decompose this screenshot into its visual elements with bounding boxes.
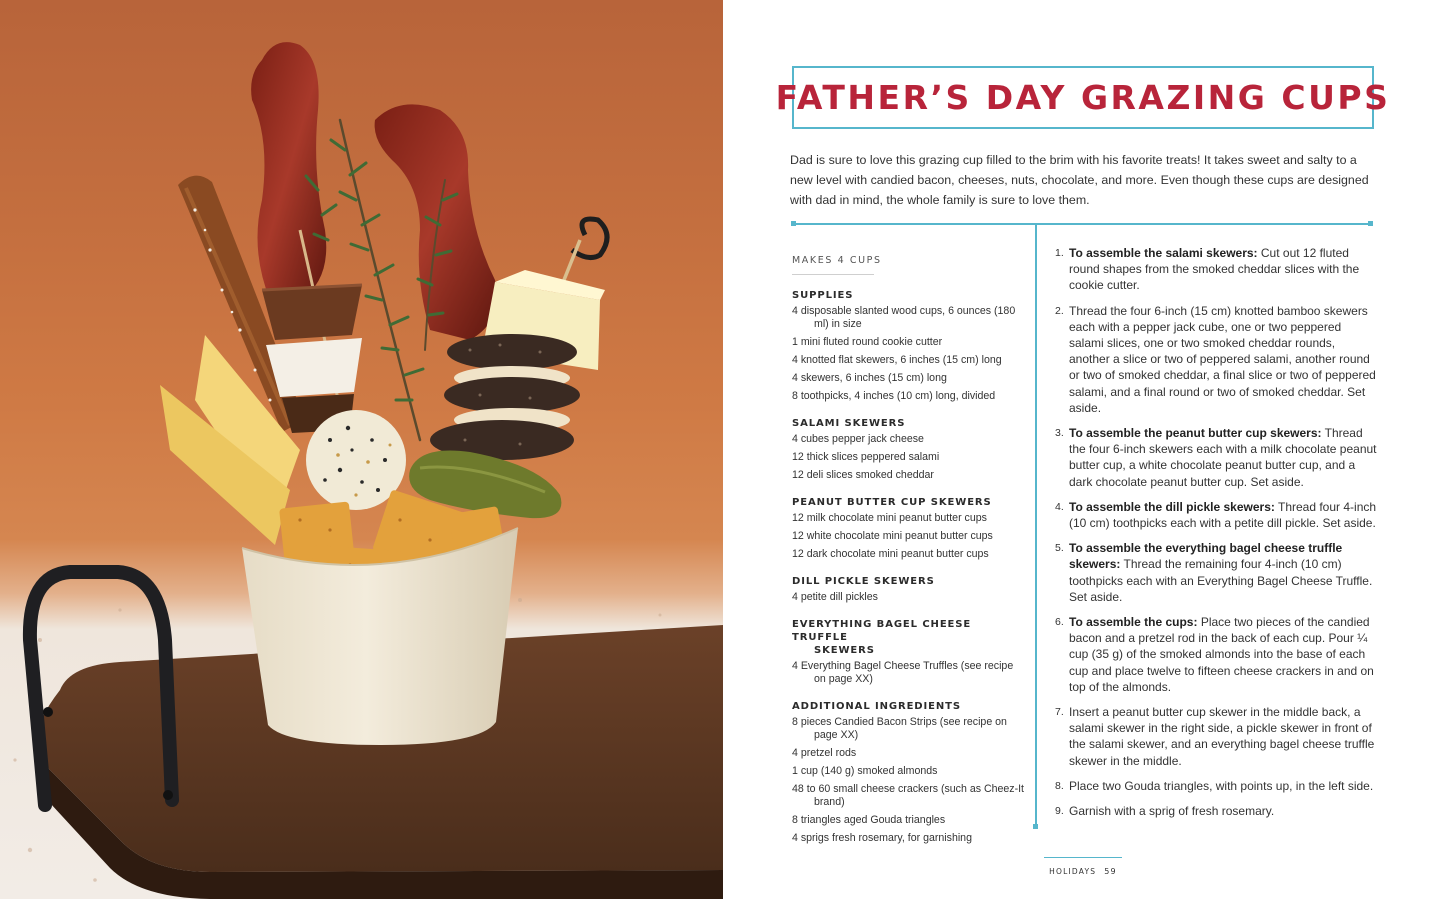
ingredient-group-dill-pickle-skewers — [792, 575, 1024, 604]
ingredient-group-supplies — [792, 289, 1024, 403]
ingredient-item: 12 thick slices peppered salami — [792, 451, 940, 463]
ingredient-group-salami-skewers — [792, 417, 1024, 482]
step-number: 5. — [1055, 542, 1064, 555]
instruction-step — [1056, 614, 1378, 695]
step-text: Garnish with a sprig of fresh rosemary. — [1069, 804, 1275, 819]
instruction-step — [1056, 303, 1378, 416]
step-number: 3. — [1055, 427, 1064, 440]
instruction-step — [1056, 245, 1378, 294]
step-text: Thread four 4-inch (10 cm) toothpicks each with a petite dill pickle. Set aside. — [1069, 499, 1377, 531]
ingredient-item: 48 to 60 small cheese crackers (such as Cheez-It brand) — [792, 783, 1024, 808]
ingredient-group-additional — [792, 700, 1024, 845]
ingredient-item: 1 mini fluted round cookie cutter — [792, 336, 943, 348]
step-number: 7. — [1055, 706, 1064, 719]
ingredient-group-heading: SUPPLIES — [792, 290, 854, 301]
instruction-step — [1056, 540, 1378, 605]
title-frame — [775, 66, 1391, 129]
ingredient-item: 12 milk chocolate mini peanut butter cups — [792, 512, 987, 524]
ingredient-item: 4 Everything Bagel Cheese Truffles (see recipe on page XX) — [792, 660, 1014, 685]
ingredient-item: 12 deli slices smoked cheddar — [792, 469, 934, 481]
footer-section: HOLIDAYS — [1049, 867, 1097, 876]
step-lead: To assemble the dill pickle skewers: — [1069, 499, 1275, 514]
step-text: Insert a peanut butter cup skewer in the middle back, a salami skewer in the right side, a pickle skewer in front of the salami skewer, and an everything bagel cheese truffle skewer in the middle. — [1069, 705, 1375, 768]
step-number: 2. — [1055, 304, 1064, 317]
step-text: Thread the four 6-inch skewers each with a milk chocolate peanut butter cup, a white chocolate peanut butter cup, and a dark chocolate peanut butter cup. Set aside. — [1069, 426, 1377, 489]
step-number: 9. — [1055, 805, 1064, 818]
ingredient-item: 8 pieces Candied Bacon Strips (see recipe on page XX) — [792, 716, 1007, 741]
step-text: Place two Gouda triangles, with points up, in the left side. — [1069, 778, 1374, 793]
vertical-divider — [1035, 224, 1037, 827]
horizontal-divider — [793, 223, 1371, 225]
ingredient-item: 4 knotted flat skewers, 6 inches (15 cm) long — [792, 354, 1002, 366]
step-lead: To assemble the salami skewers: — [1069, 246, 1258, 260]
ingredient-item: 4 sprigs fresh rosemary, for garnishing — [792, 832, 972, 844]
instruction-step — [1056, 803, 1378, 819]
yield-label: MAKES 4 CUPS — [792, 255, 874, 275]
step-lead: To assemble the peanut butter cup skewers: — [1069, 426, 1322, 441]
page-footer — [1044, 857, 1122, 876]
instruction-step — [1056, 499, 1378, 531]
instructions-list — [1056, 245, 1378, 828]
ingredient-item: 12 dark chocolate mini peanut butter cups — [792, 548, 989, 560]
step-number: 4. — [1055, 500, 1064, 513]
instruction-step — [1056, 425, 1378, 490]
recipe-intro: Dad is sure to love this grazing cup filled to the brim with his favorite treats! It takes sweet and salty to a new level with candied bacon, cheeses, nuts, chocolate, and more. Even though these cups are designed with dad in mind, the whole family is sure to love them. — [790, 153, 1369, 207]
recipe-page — [723, 0, 1445, 899]
ingredient-item: 1 cup (140 g) smoked almonds — [792, 765, 938, 777]
step-number: 6. — [1055, 616, 1064, 629]
heading-line-2: SKEWERS — [814, 645, 875, 656]
step-number: 1. — [1055, 247, 1064, 259]
ingredient-group-heading — [792, 618, 1024, 657]
ingredient-group-heading: PEANUT BUTTER CUP SKEWERS — [792, 497, 992, 508]
ingredient-item: 8 toothpicks, 4 inches (10 cm) long, divided — [792, 390, 996, 402]
ingredient-group-everything-bagel-skewers — [792, 618, 1024, 686]
ingredient-item: 4 skewers, 6 inches (15 cm) long — [792, 372, 947, 384]
bacon-strip-left — [251, 42, 326, 300]
page-number: 59 — [1104, 867, 1117, 876]
step-lead: To assemble the everything bagel cheese truffle skewers: — [1069, 541, 1343, 572]
ingredient-item: 4 pretzel rods — [792, 747, 857, 759]
step-text: Place two pieces of the candied bacon and a pretzel rod in the back of each cup. Pour ¼ cup (35 g) of the smoked almonds into the base of each cup and place twelve to fifteen cheese crackers in and on top of the almonds. — [1069, 615, 1374, 694]
step-number: 8. — [1055, 779, 1064, 792]
step-lead: To assemble the cups: — [1069, 615, 1198, 630]
ingredient-item: 8 triangles aged Gouda triangles — [792, 814, 946, 826]
recipe-title: FATHER’S DAY GRAZING CUPS — [775, 78, 1391, 117]
ingredient-group-heading: SALAMI SKEWERS — [792, 418, 906, 429]
step-text: Cut out 12 fluted round shapes from the smoked cheddar slices with the cookie cutter. — [1069, 246, 1360, 293]
ingredient-item: 4 disposable slanted wood cups, 6 ounces (180 ml) in size — [792, 305, 1016, 330]
instruction-step — [1056, 778, 1378, 794]
ingredients-column — [792, 248, 1024, 850]
ingredient-group-heading: DILL PICKLE SKEWERS — [792, 576, 935, 587]
ingredient-item: 4 petite dill pickles — [792, 591, 878, 603]
instruction-step — [1056, 704, 1378, 769]
ingredient-group-heading: ADDITIONAL INGREDIENTS — [792, 701, 961, 712]
step-text: Thread the remaining four 4-inch (10 cm) toothpicks each with an Everything Bagel Cheese Truffle. Set aside. — [1069, 557, 1373, 604]
step-text: Thread the four 6-inch (15 cm) knotted bamboo skewers each with a pepper jack cube, one or two peppered salami slices, one or two smoked cheddar rounds, another a slice or two of peppered salami, another round or two of smoked cheddar, a final slice or two of peppered salami, and a final round or two of smoked cheddar. Set aside. — [1069, 303, 1376, 415]
ingredient-item: 12 white chocolate mini peanut butter cups — [792, 530, 993, 542]
ingredient-group-peanut-butter-cup-skewers — [792, 496, 1024, 561]
ingredient-item: 4 cubes pepper jack cheese — [792, 433, 924, 445]
heading-line-1: EVERYTHING BAGEL CHEESE TRUFFLE — [792, 619, 972, 643]
